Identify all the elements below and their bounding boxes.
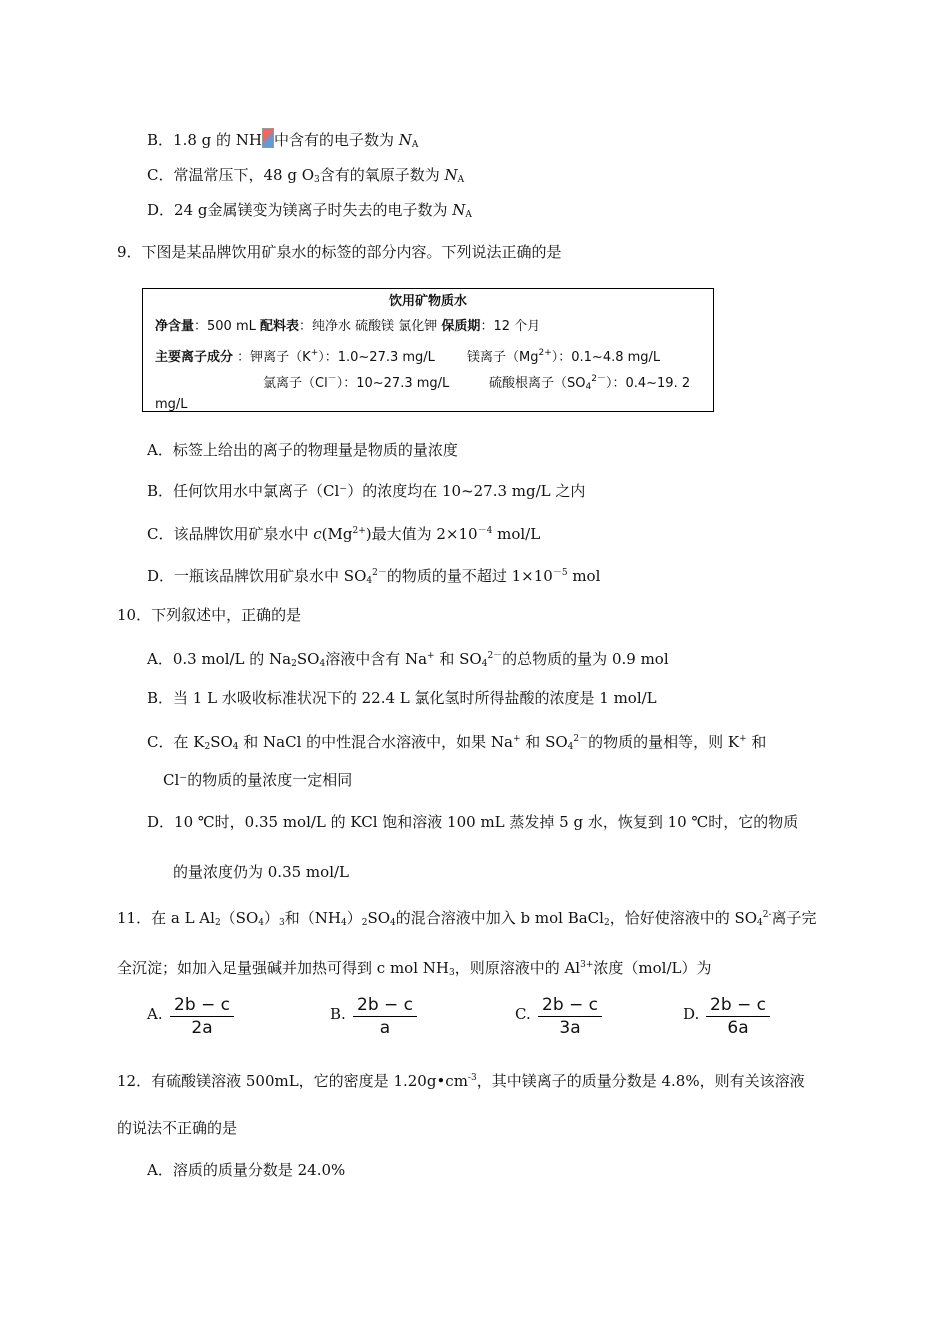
label-row-1: 净含量：500 mL 配料表：纯净水 硫酸镁 氯化钾 保质期：12 个月 (155, 319, 541, 334)
q11-option-d-fraction: $\frac{2b - c}{6a}$ (706, 994, 770, 1039)
q11-option-b-fraction: $\frac{2b - c}{a}$ (353, 994, 417, 1039)
q11-option-b-label: B. (330, 1005, 346, 1023)
label-row-4: mg/L (155, 397, 188, 412)
q10-option-c-line2: Cl⁻的物质的量浓度一定相同 (163, 771, 353, 789)
q11-option-c-label: C. (515, 1005, 531, 1023)
q11-stem-line1: 11．在 a L $Al_2(SO_4)_3$和$(NH_4)_2SO_4$的混合溶液中加入 b mol BaCl$_2$，恰好使溶液中的 $SO_4^{2-}$离子完 (117, 909, 817, 928)
q12-option-a: A．溶质的质量分数是 24.0% (147, 1161, 346, 1179)
q9-option-d: D．一瓶该品牌饮用矿泉水中 $SO_4^{2-}$的物质的量不超过 $1\times 10^{-5}$ mol (147, 567, 601, 586)
q11-stem-line2: 全沉淀；如加入足量强碱并加热可得到 c mol $NH_3$，则原溶液中的 $Al^{3+}$浓度（mol/L）为 (117, 959, 712, 978)
label-row-2: 主要离子成分 ：钾离子（K+）：1.0~27.3 mg/L (155, 348, 435, 365)
q11-option-d-label: D. (683, 1005, 700, 1023)
q9-stem: 9．下图是某品牌饮用矿泉水的标签的部分内容。下列说法正确的是 (117, 243, 562, 261)
q11-option-a-label: A. (147, 1005, 163, 1023)
q8-option-d: D．24 g金属镁变为镁离子时失去的电子数为 $N_A$ (147, 201, 472, 220)
label-row-2b: 镁离子$(Mg^{2+})$：0.1~4.8 mg/L (467, 348, 661, 365)
q10-stem: 10．下列叙述中，正确的是 (117, 606, 302, 624)
q10-option-d: D．10 ℃时，0.35 mol/L 的 KCl 饱和溶液 100 mL 蒸发掉 5 g 水，恢复到 10 ℃时，它的物质 (147, 813, 799, 831)
label-row-3: 氯离子（Cl－）：10~27.3 mg/L (263, 374, 450, 391)
q9-option-c: C．该品牌饮用矿泉水中 $c(Mg^{2+})$最大值为 $2\times 10^{-4}$ mol/L (147, 525, 541, 543)
water-label-box (142, 288, 714, 412)
q10-option-d-line2: 的量浓度仍为 0.35 mol/L (173, 863, 350, 881)
q10-option-b: B．当 1 L 水吸收标准状况下的 22.4 L 氯化氢时所得盐酸的浓度是 1 mol/L (147, 689, 657, 707)
nh4-formula-icon (262, 128, 274, 148)
q11-option-a-fraction: $\frac{2b - c}{2a}$ (170, 994, 234, 1039)
label-title: 饮用矿物质水 (388, 294, 467, 309)
q8-option-c: C．常温常压下，48 g $O_3$含有的氧原子数为 $N_A$ (147, 166, 465, 185)
q12-stem-line1: 12．有硫酸镁溶液 500mL，它的密度是 $1.20g•cm^{-3}$，其中镁离子的质量分数是 4.8%，则有关该溶液 (117, 1072, 805, 1090)
q9-option-b: B．任何饮用水中氯离子（Cl⁻）的浓度均在 10~27.3 mg/L 之内 (147, 482, 586, 500)
q8-option-b: B．1.8 g 的 NH 中含有的电子数为 $N_A$ (147, 128, 418, 155)
q12-stem-line2: 的说法不正确的是 (117, 1119, 238, 1137)
q10-option-a: A．0.3 mol/L 的 $Na_2SO_4$溶液中含有 Na+ 和 $SO_4^{2-}$的总物质的量为 0.9 mol (147, 650, 669, 669)
q9-option-a: A．标签上给出的离子的物理量是物质的量浓度 (147, 441, 458, 459)
label-row-3b: 硫酸根离子$(SO_4^{2-})$：0.4~19. 2 (489, 374, 691, 392)
q11-option-c-fraction: $\frac{2b - c}{3a}$ (538, 994, 602, 1039)
q10-option-c: C．在 $K_2SO_4$ 和 NaCl 的中性混合水溶液中，如果 Na+ 和 $SO_4^{2-}$的物质的量相等，则 K+ 和 (147, 733, 767, 752)
